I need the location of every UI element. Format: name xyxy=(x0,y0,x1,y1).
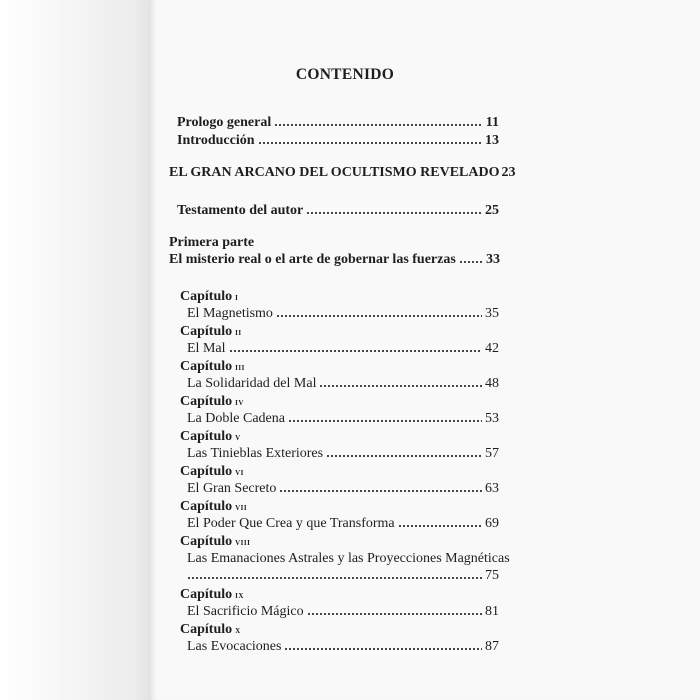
toc-page-number: 53 xyxy=(485,411,499,426)
page-title: CONTENIDO xyxy=(295,66,395,83)
chapter-heading-1: Capítulo i xyxy=(180,289,239,304)
chapter-heading-4: Capítulo iv xyxy=(180,394,244,409)
toc-page-number: 75 xyxy=(485,568,499,583)
toc-page-number: 11 xyxy=(485,115,499,130)
dot-leader xyxy=(319,376,482,388)
toc-entry-label: Testamento del autor xyxy=(177,203,304,218)
part-heading: Primera parte xyxy=(169,235,255,250)
toc-page-number: 87 xyxy=(485,639,499,654)
dot-leader xyxy=(307,604,482,616)
toc-page-number: 42 xyxy=(485,341,499,356)
toc-page-number: 57 xyxy=(485,446,499,461)
toc-page-number: 81 xyxy=(485,604,499,619)
toc-entry-introduccion xyxy=(177,132,499,149)
chapter-heading-6: Capítulo vi xyxy=(180,464,244,479)
chapter-title-8: Las Emanaciones Astrales y las Proyecciones Magnéticas xyxy=(187,551,510,566)
dot-leader xyxy=(398,516,482,528)
chapter-heading-9: Capítulo ix xyxy=(180,587,244,602)
toc-entry-main-title xyxy=(169,164,516,181)
toc-page-number: 35 xyxy=(485,306,499,321)
chapter-entry-6 xyxy=(187,480,499,497)
chapter-entry-8-continuation xyxy=(187,567,499,584)
toc-entry-testamento xyxy=(177,202,499,219)
chapter-heading-8: Capítulo viii xyxy=(180,534,251,549)
toc-entry-label: El misterio real o el arte de gobernar las fuerzas xyxy=(169,252,456,267)
toc-page-number: 23 xyxy=(501,165,516,180)
toc-entry-prologo xyxy=(177,114,499,131)
chapter-entry-1 xyxy=(187,305,499,322)
chapter-title: Las Tinieblas Exteriores xyxy=(187,446,324,461)
chapter-title: El Gran Secreto xyxy=(187,481,277,496)
dot-leader xyxy=(229,341,483,353)
dot-leader xyxy=(279,481,482,493)
toc-entry-label: Prologo general xyxy=(177,115,272,130)
dot-leader xyxy=(187,568,482,580)
toc-page-number: 69 xyxy=(485,516,499,531)
toc-page-number: 25 xyxy=(485,203,499,218)
dot-leader xyxy=(276,306,482,318)
dot-leader xyxy=(326,446,482,458)
dot-leader xyxy=(288,411,482,423)
chapter-title: El Poder Que Crea y que Transforma xyxy=(187,516,395,531)
chapter-entry-9 xyxy=(187,603,499,620)
page-gutter-shadow xyxy=(0,0,150,700)
chapter-title: La Solidaridad del Mal xyxy=(187,376,317,391)
toc-page-number: 63 xyxy=(485,481,499,496)
dot-leader xyxy=(274,115,483,127)
chapter-entry-2 xyxy=(187,340,499,357)
chapter-entry-3 xyxy=(187,375,499,392)
toc-entry-part-one xyxy=(169,251,500,268)
chapter-title: La Doble Cadena xyxy=(187,411,285,426)
dot-leader xyxy=(306,203,482,215)
toc-page-number: 13 xyxy=(485,133,499,148)
chapter-entry-10 xyxy=(187,638,499,655)
dot-leader xyxy=(258,133,482,145)
chapter-entry-7 xyxy=(187,515,499,532)
chapter-entry-5 xyxy=(187,445,499,462)
chapter-heading-5: Capítulo v xyxy=(180,429,241,444)
toc-page-number: 33 xyxy=(486,252,500,267)
chapter-heading-7: Capítulo vii xyxy=(180,499,248,514)
chapter-title: Las Evocaciones xyxy=(187,639,282,654)
chapter-title: El Mal xyxy=(187,341,226,356)
chapter-title: El Magnetismo xyxy=(187,306,273,321)
chapter-heading-10: Capítulo x xyxy=(180,622,241,637)
dot-leader xyxy=(459,252,483,264)
chapter-entry-4 xyxy=(187,410,499,427)
chapter-heading-3: Capítulo iii xyxy=(180,359,245,374)
chapter-heading-2: Capítulo ii xyxy=(180,324,242,339)
toc-entry-label: Introducción xyxy=(177,133,255,148)
toc-entry-label: EL GRAN ARCANO DEL OCULTISMO REVELADO xyxy=(169,165,500,180)
chapter-title: El Sacrificio Mágico xyxy=(187,604,304,619)
dot-leader xyxy=(284,639,482,651)
toc-page-number: 48 xyxy=(485,376,499,391)
